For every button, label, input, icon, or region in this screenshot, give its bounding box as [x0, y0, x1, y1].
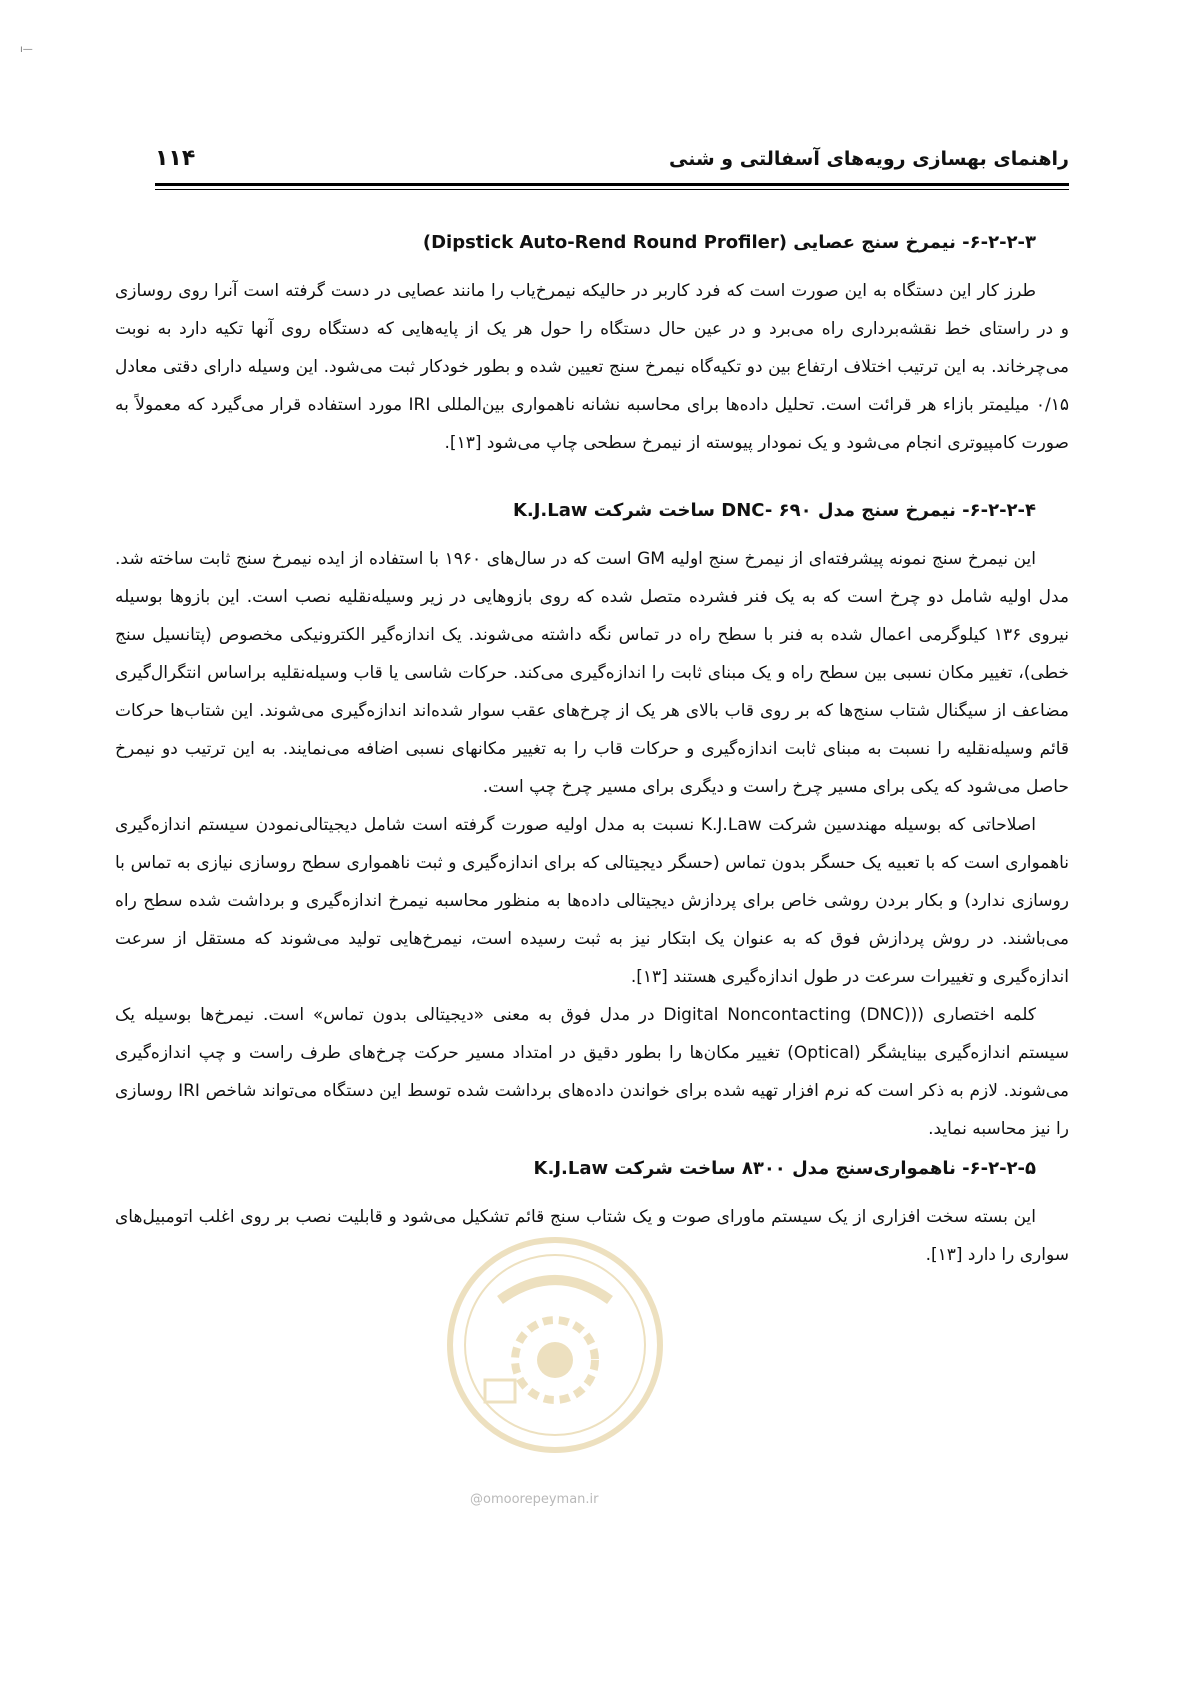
section-dipstick [115, 228, 1069, 462]
running-title: راهنمای بهسازی رویه‌های آسفالتی و شنی [669, 148, 1069, 170]
paragraph: این بسته سخت افزاری از یک سیستم ماورای صوت و یک شتاب سنج قائم تشکیل می‌شود و قابلیت نصب بر روی اغلب اتومبیل‌های سواری را دارد [۱۳]. [115, 1207, 1069, 1265]
page-number: ۱۱۴ [155, 146, 196, 171]
paragraph: طرز کار این دستگاه به این صورت است که فرد کاربر در حالیکه نیمرخ‌یاب را مانند عصایی در دست گرفته است آنرا روی روسازی و در راستای خط نقشه‌برداری راه می‌برد و در عین حال دستگاه را حول هر یک از پایه‌هایی که دستگاه روی آنها تکیه دارد به نوبت می‌چرخاند. به این ترتیب اختلاف ارتفاع بین دو تکیه‌گاه نیمرخ سنج تعیین شده و بطور خودکار ثبت می‌شود. این وسیله دارای دقتی معادل ۰/۱۵ میلیمتر بازاء هر قرائت است. تحلیل داده‌ها برای محاسبه نشانه ناهمواری بین‌المللی IRI مورد استفاده قرار می‌گیرد که معمولاً به صورت کامپیوتری انجام می‌شود و یک نمودار پیوسته از نیمرخ سطحی چاپ می‌شود [۱۳]. [115, 281, 1069, 453]
section-heading: ۶-۲-۲-۵- ناهمواری‌سنج مدل ۸۳۰۰ ساخت شرکت K.J.Law [533, 1158, 1036, 1179]
paragraph: این نیمرخ سنج نمونه پیشرفته‌ای از نیمرخ سنج اولیه GM است که در سال‌های ۱۹۶۰ با استفاده از ایده نیمرخ سنج ثابت ساخته شد. مدل اولیه شامل دو چرخ است که به یک فنر فشرده متصل شده که روی بازوهایی در زیر وسیله‌نقلیه نصب است. این بازوها بوسیله نیروی ۱۳۶ کیلوگرمی اعمال شده به فنر با سطح راه در تماس نگه داشته می‌شوند. یک اندازه‌گیر الکترونیکی مخصوص (پتانسیل سنج خطی)، تغییر مکان نسبی بین سطح راه و یک مبنای ثابت را اندازه‌گیری می‌کند. حرکات شاسی یا قاب وسیله‌نقلیه براساس انتگرال‌گیری مضاعف از سیگنال شتاب سنج‌ها که بر روی قاب بالای هر یک از چرخ‌های عقب سوار شده‌اند اندازه‌گیری می‌شوند. این شتاب‌ها حرکات قائم وسیله‌نقلیه را نسبت به مبنای ثابت اندازه‌گیری و حرکات قاب را به تغییر مکانهای نسبی اضافه می‌نمایند. به این ترتیب دو نیمرخ حاصل می‌شود که یکی برای مسیر چرخ راست و دیگری برای مسیر چرخ چپ است. [115, 549, 1069, 797]
page-body [115, 228, 1069, 1274]
section-dnc-690 [115, 496, 1069, 1148]
section-heading: ۶-۲-۲-۳- نیمرخ سنج عصایی (Dipstick Auto-Rend Round Profiler) [422, 232, 1036, 253]
section-heading: ۶-۲-۲-۴- نیمرخ سنج مدل DNC- ۶۹۰ ساخت شرکت K.J.Law [512, 500, 1036, 521]
section-model-8300 [115, 1154, 1069, 1274]
page-header [155, 148, 1069, 174]
paragraph: کلمه اختصاری ((Digital Noncontacting (DNC) در مدل فوق به معنی «دیجیتالی بدون تماس» است. نیمرخ‌ها بوسیله یک سیستم اندازه‌گیری بینایشگر (Optical) تغییر مکان‌ها را بطور دقیق در امتداد مسیر حرکت چرخ‌های طرف راست و چپ اندازه‌گیری می‌شوند. لازم به ذکر است که نرم افزار تهیه شده برای خواندن داده‌های برداشت شده توسط این دستگاه می‌تواند شاخص IRI روسازی را نیز محاسبه نماید. [115, 1005, 1070, 1139]
watermark-text: @omoorepeyman.ir [470, 1492, 599, 1507]
header-rule [155, 183, 1069, 186]
header-rule-thin [155, 189, 1069, 190]
scan-corner-mark: ı— [20, 44, 33, 55]
paragraph: اصلاحاتی که بوسیله مهندسین شرکت K.J.Law نسبت به مدل اولیه صورت گرفته است شامل دیجیتالی‌نمودن سیستم اندازه‌گیری ناهمواری است که با تعبیه یک حسگر بدون تماس (حسگر دیجیتالی که برای اندازه‌گیری و ثبت ناهمواری سطح روسازی نیازی به تماس با روسازی ندارد) و بکار بردن روشی خاص برای پردازش دیجیتالی داده‌ها به منظور محاسبه نیمرخ اندازه‌گیری و برداشت شده سطح راه می‌باشند. در روش پردازش فوق که به عنوان یک ابتکار نیز به ثبت رسیده است، نیمرخ‌هایی تولید می‌شوند که مستقل از سرعت اندازه‌گیری و تغییرات سرعت در طول اندازه‌گیری هستند [۱۳]. [115, 815, 1069, 987]
